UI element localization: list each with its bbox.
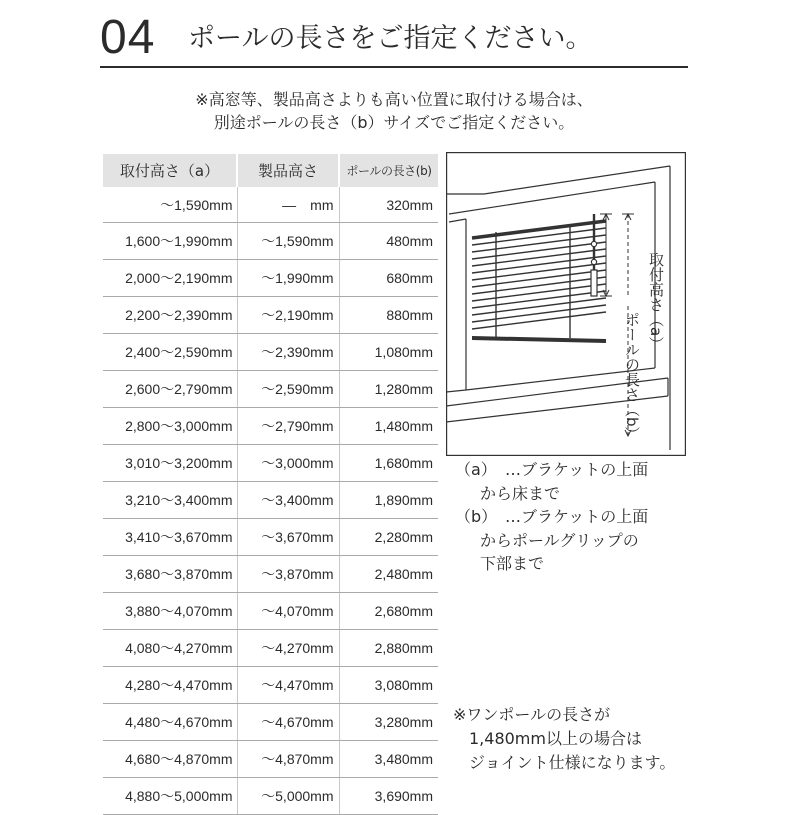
cell-product-height: ～1,990mm	[237, 260, 339, 297]
cell-pole-length: 3,690mm	[339, 778, 438, 815]
column-header-mount-height: 取付高さ（a）	[103, 154, 237, 187]
table-row	[103, 482, 438, 519]
legend-b-text-1: …ブラケットの上面	[505, 507, 649, 526]
note-line-2: 別途ポールの長さ（b）サイズでご指定ください。	[213, 113, 575, 132]
cell-product-height: ～1,590mm	[237, 223, 339, 260]
column-header-pole-length: ポールの長さ(b)	[339, 154, 438, 187]
joint-footnote	[453, 703, 675, 775]
cell-mount-height: 2,800～3,000mm	[103, 408, 237, 445]
cell-mount-height: 2,000～2,190mm	[103, 260, 237, 297]
cell-product-height: ～4,470mm	[237, 667, 339, 704]
table-row	[103, 187, 438, 223]
table-row	[103, 519, 438, 556]
table-row	[103, 260, 438, 297]
cell-product-height: ～5,000mm	[237, 778, 339, 815]
column-header-product-height: 製品高さ	[237, 154, 339, 187]
cell-product-height: ～4,070mm	[237, 593, 339, 630]
footnote-line-2: 1,480mm以上の場合は	[469, 729, 642, 748]
ordering-note	[100, 88, 688, 134]
cell-pole-length: 1,080mm	[339, 334, 438, 371]
cell-mount-height: ～1,590mm	[103, 187, 237, 223]
cell-pole-length: 3,280mm	[339, 704, 438, 741]
cell-mount-height: 3,210～3,400mm	[103, 482, 237, 519]
table-row	[103, 593, 438, 630]
mount-height-label: 取付高さ（a）	[647, 252, 665, 352]
cell-product-height: ～2,790mm	[237, 408, 339, 445]
table-row	[103, 667, 438, 704]
cell-pole-length: 320mm	[339, 187, 438, 223]
table-row	[103, 334, 438, 371]
cell-product-height: ～3,870mm	[237, 556, 339, 593]
cell-product-height: ～3,670mm	[237, 519, 339, 556]
cell-mount-height: 4,480～4,670mm	[103, 704, 237, 741]
cell-pole-length: 480mm	[339, 223, 438, 260]
step-number: 04	[100, 11, 156, 64]
cell-mount-height: 2,200～2,390mm	[103, 297, 237, 334]
cell-mount-height: 3,010～3,200mm	[103, 445, 237, 482]
cell-pole-length: 2,480mm	[339, 556, 438, 593]
header-divider	[100, 66, 688, 68]
cell-product-height: ～4,670mm	[237, 704, 339, 741]
legend-a-text-1: …ブラケットの上面	[505, 460, 649, 479]
table-row	[103, 704, 438, 741]
cell-pole-length: 3,080mm	[339, 667, 438, 704]
legend-item-b	[455, 505, 648, 529]
cell-pole-length: 880mm	[339, 297, 438, 334]
cell-pole-length: 1,280mm	[339, 371, 438, 408]
cell-product-height: ～3,000mm	[237, 445, 339, 482]
legend-a-text-2: から床まで	[480, 483, 561, 503]
cell-pole-length: 680mm	[339, 260, 438, 297]
cell-mount-height: 2,600～2,790mm	[103, 371, 237, 408]
cell-product-height: ～2,190mm	[237, 297, 339, 334]
footnote-line-3: ジョイント仕様になります。	[469, 753, 676, 772]
cell-pole-length: 2,880mm	[339, 630, 438, 667]
cell-pole-length: 3,480mm	[339, 741, 438, 778]
blind	[472, 221, 606, 341]
footnote-line-1: ※ワンポールの長さが	[453, 705, 611, 724]
cell-pole-length: 2,680mm	[339, 593, 438, 630]
cell-mount-height: 4,680～4,870mm	[103, 741, 237, 778]
table-row	[103, 445, 438, 482]
cell-pole-length: 1,890mm	[339, 482, 438, 519]
cell-product-height: ― mm	[237, 187, 339, 223]
cell-product-height: ～4,870mm	[237, 741, 339, 778]
cell-mount-height: 1,600～1,990mm	[103, 223, 237, 260]
table-header-row	[103, 154, 438, 187]
cell-mount-height: 4,280～4,470mm	[103, 667, 237, 704]
cell-mount-height: 4,080～4,270mm	[103, 630, 237, 667]
cell-mount-height: 3,410～3,670mm	[103, 519, 237, 556]
cell-product-height: ～2,590mm	[237, 371, 339, 408]
cell-product-height: ～2,390mm	[237, 334, 339, 371]
legend-key-a: （a）	[455, 460, 497, 479]
page-title: ポールの長さをご指定ください。	[188, 23, 593, 54]
table-row	[103, 297, 438, 334]
table-row	[103, 630, 438, 667]
cell-pole-length: 2,280mm	[339, 519, 438, 556]
legend-b-text-2: からポールグリップの	[480, 530, 639, 550]
cell-product-height: ～3,400mm	[237, 482, 339, 519]
table-row	[103, 778, 438, 815]
cell-mount-height: 3,680～3,870mm	[103, 556, 237, 593]
table-row	[103, 556, 438, 593]
table-row	[103, 408, 438, 445]
legend-key-b: （b）	[455, 507, 498, 526]
note-line-1: ※高窓等、製品高さよりも高い位置に取付ける場合は、	[195, 90, 593, 109]
pole-length-label: ポールの長さ（b）	[623, 312, 641, 442]
cell-mount-height: 2,400～2,590mm	[103, 334, 237, 371]
table-row	[103, 371, 438, 408]
diagram-legend	[455, 458, 648, 576]
cell-mount-height: 3,880～4,070mm	[103, 593, 237, 630]
cell-pole-length: 1,680mm	[339, 445, 438, 482]
cell-mount-height: 4,880～5,000mm	[103, 778, 237, 815]
table-row	[103, 223, 438, 260]
legend-b-text-3: 下部まで	[480, 554, 545, 573]
cell-product-height: ～4,270mm	[237, 630, 339, 667]
table-row	[103, 741, 438, 778]
blind-diagram	[446, 152, 686, 456]
cell-pole-length: 1,480mm	[339, 408, 438, 445]
pole	[591, 214, 597, 296]
table-body	[103, 187, 438, 815]
legend-item-a	[455, 458, 648, 482]
pole-length-table	[103, 154, 438, 815]
